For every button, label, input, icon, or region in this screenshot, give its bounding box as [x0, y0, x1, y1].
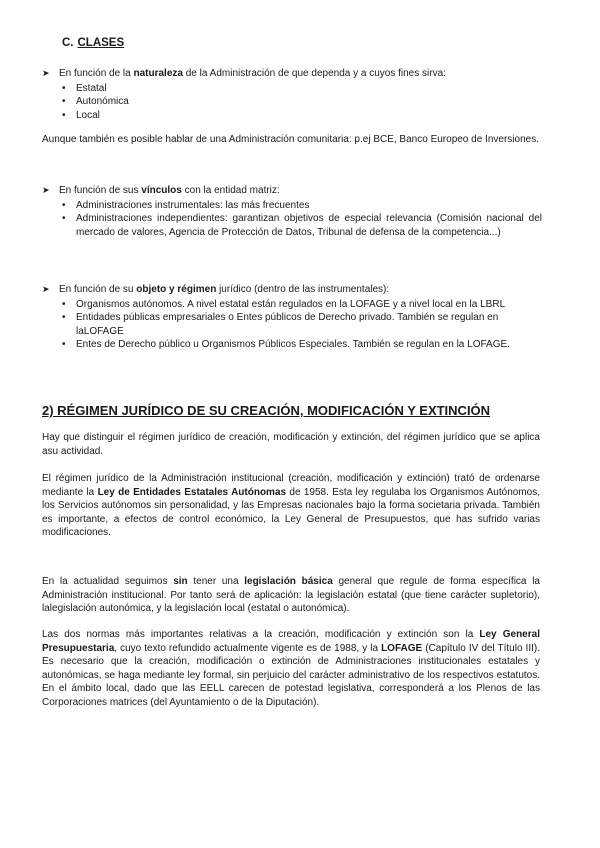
paragraph-4: Las dos normas más importantes relativas a la creación, modificación y extinción son la Ley General Presupuestaria, cuyo texto refundido actualmente vigente es de 1988, y la LOFAGE (Capítulo IV del Título III). Es necesario que la creación, modificación o extinción de Administraciones institucionales estatales y autonómicas, se haga mediante ley formal, sin perjuicio del carácter administrativo de los respectivos estatutos. En el ámbito local, dado que las EELL carecen de potestad legislativa, corresponderá a los Plenos de las Corporaciones matrices (del Ayuntamiento o de la Diputación).	[42, 629, 540, 708]
bullet-icon: •	[62, 339, 66, 350]
list-item: • Autonómica	[62, 96, 129, 107]
classification-by-object	[42, 283, 542, 352]
list-item: • Administraciones independientes: garantizan objetivos de especial relevancia (Comisión nacional del mercado de valores, Agencia de Protección de Datos, Tribunal de defensa de la competencia...)	[62, 213, 542, 238]
classification-by-links	[42, 184, 542, 239]
bullet-list	[42, 298, 542, 352]
bullet-icon: •	[62, 82, 66, 94]
list-item: • Estatal	[62, 82, 107, 94]
section-2-heading: 2) RÉGIMEN JURÍDICO DE SU CREACIÓN, MODIFICACIÓN Y EXTINCIÓN	[42, 403, 491, 418]
arrow-item: ➤ En función de su objeto y régimen jurídico (dentro de las instrumentales):	[42, 284, 390, 295]
bullet-list	[42, 82, 542, 123]
list-item: • Organismos autónomos. A nivel estatal están regulados en la LOFAGE y a nivel local en la LBRL	[62, 298, 506, 310]
classification-by-nature	[42, 67, 542, 122]
section-c-heading	[62, 37, 124, 49]
bullet-icon: •	[62, 312, 66, 323]
section-letter: C.	[62, 37, 74, 49]
arrow-item: ➤ En función de la naturaleza de la Administración de que dependa y a cuyos fines sirva:	[42, 68, 446, 79]
section-title: CLASES	[77, 37, 125, 49]
bullet-icon: •	[62, 96, 66, 107]
list-item: • Entidades públicas empresariales o Entes públicos de Derecho privado. También se regulan en laLOFAGE	[62, 312, 499, 337]
list-item: • Administraciones instrumentales: las más frecuentes	[62, 199, 310, 211]
paragraph-1: Hay que distinguir el régimen jurídico de creación, modificación y extinción, del régimen jurídico que se aplica asu actividad.	[42, 432, 540, 457]
paragraph-2: El régimen jurídico de la Administración institucional (creación, modificación y extinción) trató de ordenarse mediante la Ley de Entidades Estatales Autónomas de 1958. Esta ley regulaba los Organismos Autónomos, los Servicios autónomos sin personalidad, y las Empresas nacionales bajo la forma societaria privada. También es importante, a efectos de control económico, la Ley General de Presupuestos, que has sufrido varias modificaciones.	[42, 473, 540, 538]
bullet-list	[42, 199, 542, 240]
bullet-icon: •	[62, 109, 66, 121]
bullet-icon: •	[62, 213, 66, 224]
list-item: • Entes de Derecho público u Organismos Públicos Especiales. También se regulan en la LOFAGE.	[62, 339, 510, 350]
bullet-icon: •	[62, 199, 66, 211]
arrow-item: ➤ En función de sus vínculos con la entidad matriz:	[42, 185, 280, 196]
bullet-icon: •	[62, 298, 66, 310]
paragraph-3: En la actualidad seguimos sin tener una legislación básica general que regule de forma específica la Administración institucional. Por tanto será de aplicación: la legislación estatal (que tiene carácter supletorio), lalegislación autonómica, y la legislación local (estatal o autonómica).	[42, 576, 540, 614]
arrow-bullet-icon: ➤	[42, 185, 50, 195]
list-item: • Local	[62, 109, 100, 121]
paragraph-note: Aunque también es posible hablar de una Administración comunitaria: p.ej BCE, Banco Europeo de Inversiones.	[42, 134, 539, 145]
arrow-bullet-icon: ➤	[42, 68, 50, 78]
arrow-bullet-icon: ➤	[42, 284, 50, 294]
